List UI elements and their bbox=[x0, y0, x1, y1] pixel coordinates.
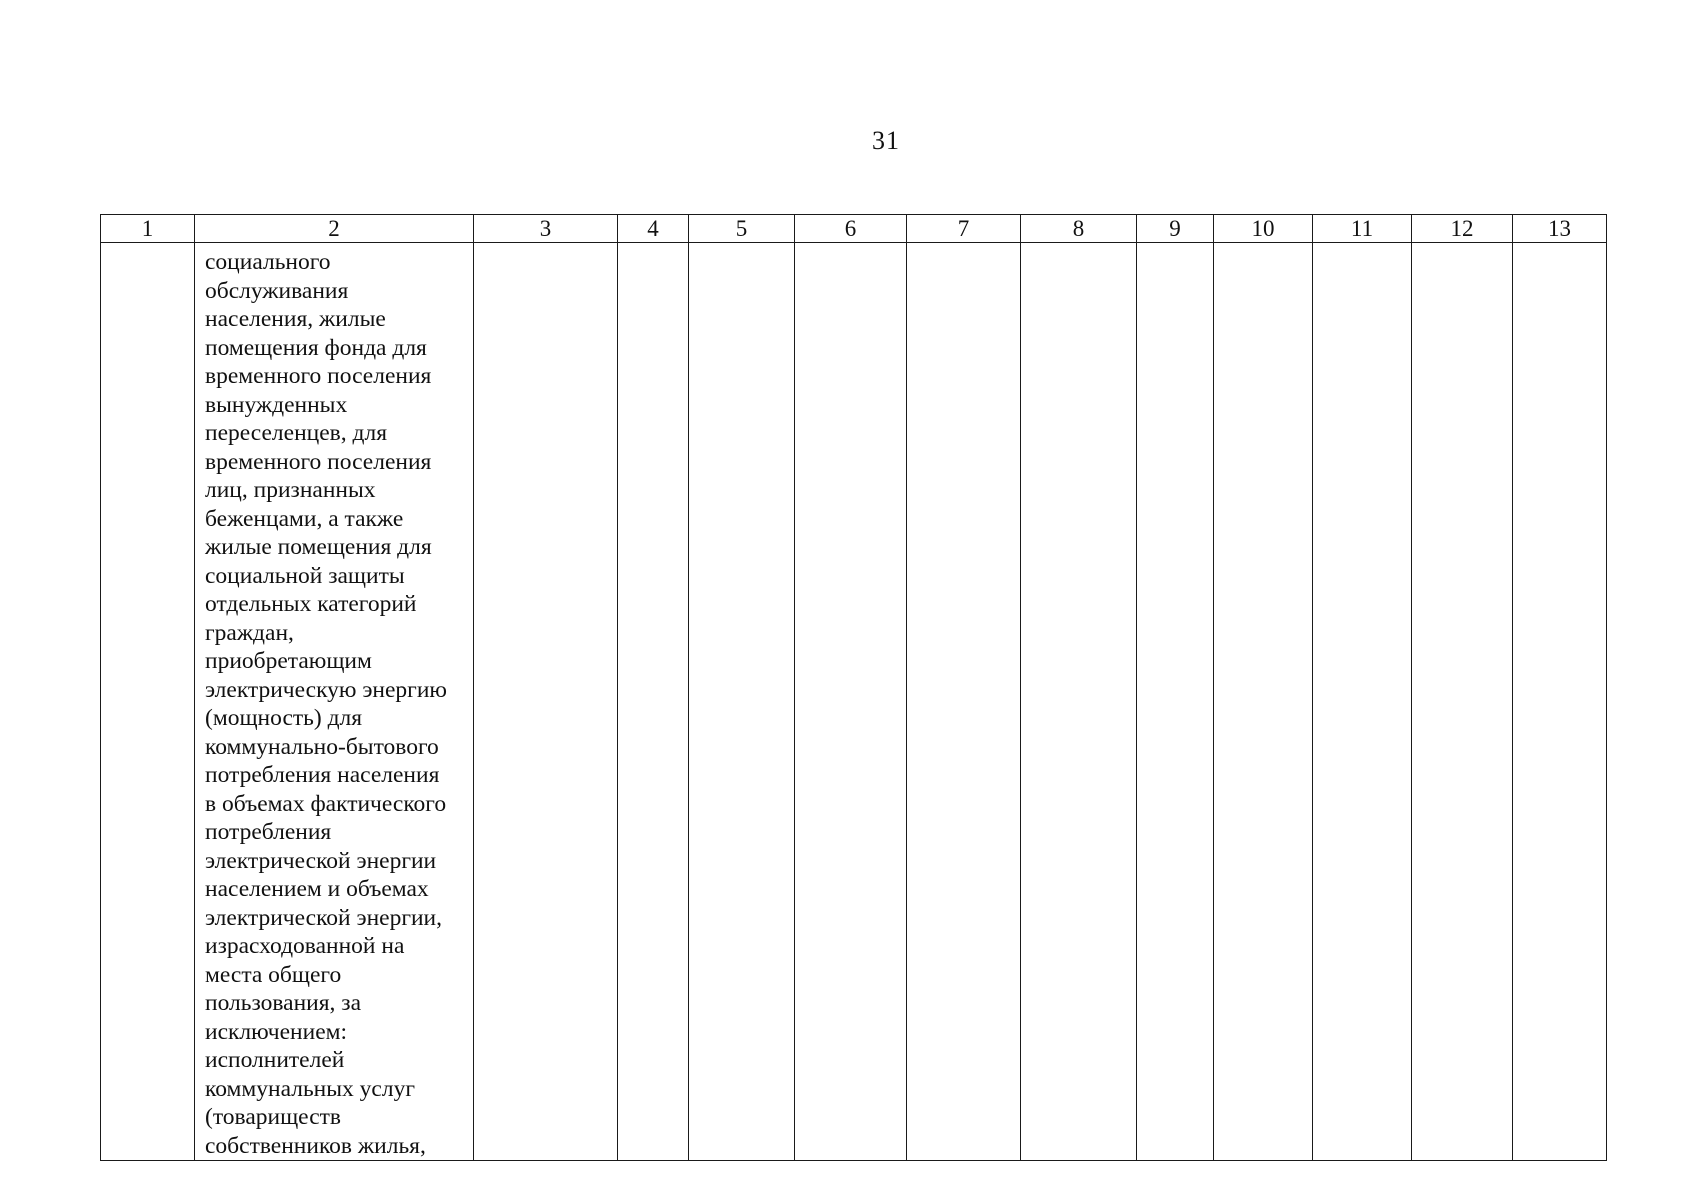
column-header-13: 13 bbox=[1513, 215, 1607, 243]
table-cell-col-5 bbox=[689, 243, 795, 1161]
column-header-11: 11 bbox=[1313, 215, 1412, 243]
column-header-2: 2 bbox=[195, 215, 474, 243]
table-cell-col-6 bbox=[795, 243, 907, 1161]
row-description-text: социального обслуживания населения, жилые помещения фонда для временного поселения вынужденных переселенцев, для временного поселения лиц, признанных беженцами, а также жилые помещения для социальной защиты отдельных категорий граждан, приобретающим электрическую энергию (мощность) для коммунально-бытового потребления населения в объемах фактического потребления электрической энергии населением и объемах электрической энергии, израсходованной на места общего пользования, за исключением: исполнителей коммунальных услуг (товариществ собственников жилья, bbox=[205, 249, 447, 1159]
table-cell-col-13 bbox=[1513, 243, 1607, 1161]
table-cell-col-1 bbox=[101, 243, 195, 1161]
column-header-1: 1 bbox=[101, 215, 195, 243]
column-header-6: 6 bbox=[795, 215, 907, 243]
table-cell-col-2 bbox=[195, 243, 474, 1161]
column-header-10: 10 bbox=[1214, 215, 1313, 243]
column-header-12: 12 bbox=[1412, 215, 1513, 243]
column-header-5: 5 bbox=[689, 215, 795, 243]
table-cell-col-10 bbox=[1214, 243, 1313, 1161]
header-row bbox=[101, 215, 1607, 243]
table-cell-col-3 bbox=[474, 243, 618, 1161]
data-table bbox=[100, 214, 1607, 1161]
table-cell-col-12 bbox=[1412, 243, 1513, 1161]
page-number: 31 bbox=[872, 126, 900, 155]
column-header-9: 9 bbox=[1137, 215, 1214, 243]
column-header-4: 4 bbox=[618, 215, 689, 243]
table-cell-col-9 bbox=[1137, 243, 1214, 1161]
column-header-7: 7 bbox=[907, 215, 1021, 243]
table-cell-col-11 bbox=[1313, 243, 1412, 1161]
table-row bbox=[101, 243, 1607, 1161]
table-cell-col-8 bbox=[1021, 243, 1137, 1161]
table-cell-col-7 bbox=[907, 243, 1021, 1161]
table-cell-col-4 bbox=[618, 243, 689, 1161]
column-header-3: 3 bbox=[474, 215, 618, 243]
column-header-8: 8 bbox=[1021, 215, 1137, 243]
